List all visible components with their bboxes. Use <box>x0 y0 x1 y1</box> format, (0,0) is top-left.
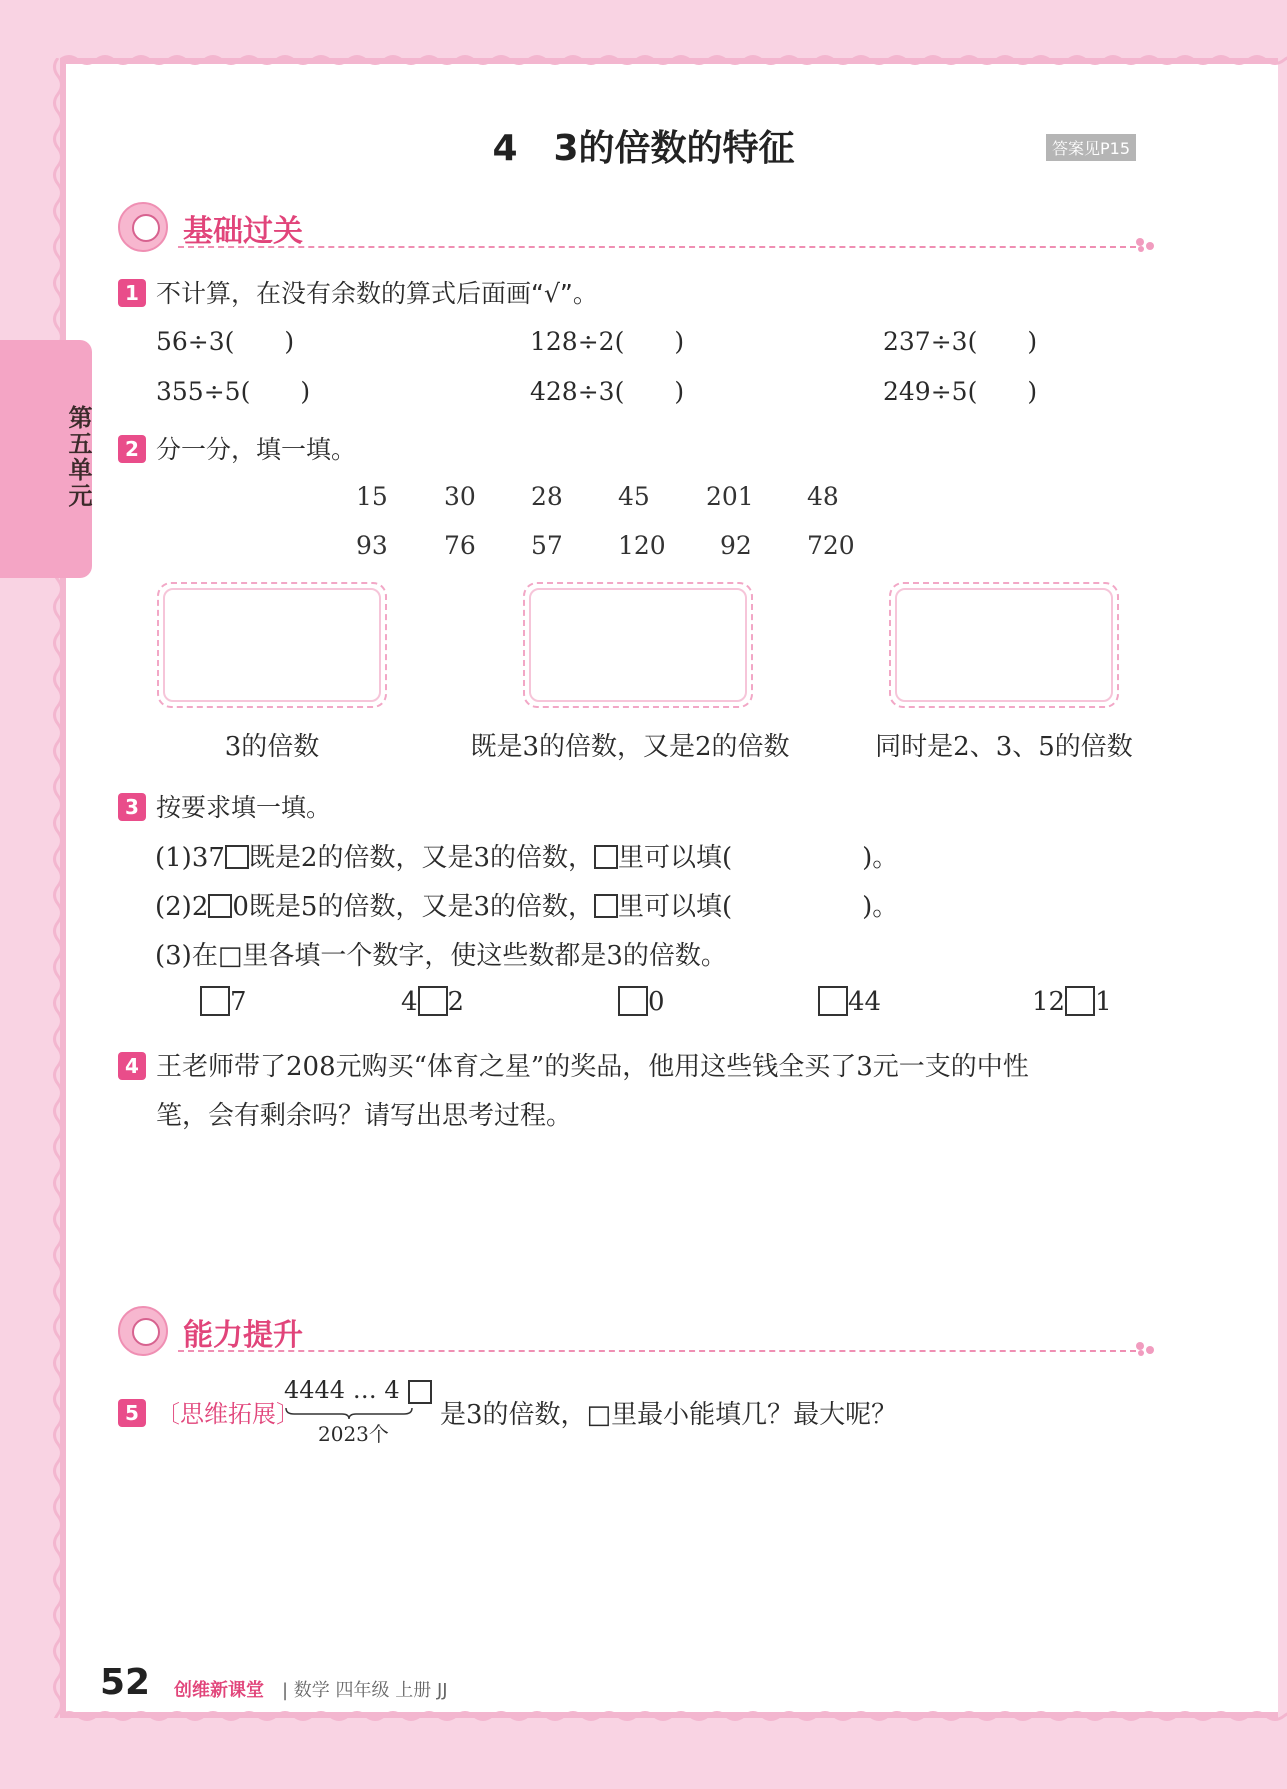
calc-item[interactable]: 237÷3( ) <box>883 327 1038 356</box>
section-title-basic: 基础过关 <box>183 214 303 249</box>
question-number-4: 4 <box>118 1052 146 1080</box>
page-title: 4 3的倍数的特征 <box>492 128 795 169</box>
calc-item[interactable]: 428÷3( ) <box>530 377 685 406</box>
number-item: 30 <box>444 482 476 511</box>
calc-item[interactable]: 56÷3( ) <box>156 327 295 356</box>
square-symbol <box>594 845 618 869</box>
fill-digit-item: 12 1 <box>1032 987 1112 1017</box>
dots-decoration-icon <box>1136 1342 1160 1356</box>
number-item: 76 <box>444 531 476 560</box>
dots-decoration-icon <box>1136 238 1160 252</box>
number-item: 57 <box>531 531 563 560</box>
sort-box-label: 既是3的倍数，又是2的倍数 <box>470 732 790 762</box>
number-item: 120 <box>618 531 666 560</box>
fill-digit-item: 0 <box>618 986 665 1017</box>
digit-blank-box[interactable] <box>618 986 648 1016</box>
question-number-2: 2 <box>118 435 146 463</box>
footer-book-info: | 数学 四年级 上册 JJ <box>282 1680 448 1701</box>
number-item: 201 <box>706 482 754 511</box>
question-number-1: 1 <box>118 279 146 307</box>
sort-box-multiples-of-2-3-5[interactable] <box>889 582 1119 708</box>
wavy-border-top <box>60 50 1287 70</box>
question-4-text-line-2: 笔，会有剩余吗？请写出思考过程。 <box>156 1101 573 1131</box>
calc-item[interactable]: 249÷5( ) <box>883 377 1038 406</box>
question-4 <box>118 1046 1029 1083</box>
sort-box-label: 3的倍数 <box>224 732 320 762</box>
digit-blank-box[interactable] <box>408 1380 432 1404</box>
answer-reference-badge: 答案见P15 <box>1046 134 1136 161</box>
digit-blank-box[interactable] <box>1065 986 1095 1016</box>
calc-item[interactable]: 128÷2( ) <box>530 327 685 356</box>
wavy-border-left <box>48 58 68 1718</box>
square-symbol <box>594 894 618 918</box>
question-3 <box>118 788 331 824</box>
question-3-text: 按要求填一填。 <box>156 793 332 822</box>
thinking-extension-tag: 〔思维拓展〕 <box>156 1400 300 1428</box>
fill-digit-item: 44 <box>818 986 881 1017</box>
number-item: 48 <box>807 482 839 511</box>
digit-blank-box[interactable] <box>225 845 249 869</box>
section-title-advanced: 能力提升 <box>183 1318 303 1353</box>
digit-blank-box[interactable] <box>818 986 848 1016</box>
question-5 <box>118 1394 300 1429</box>
section-header-advanced <box>118 1306 1158 1366</box>
question-5-text: 是3的倍数，□里最小能填几？最大呢？ <box>440 1400 898 1430</box>
question-3-line-3: (3)在□里各填一个数字，使这些数都是3的倍数。 <box>155 941 727 971</box>
mascot-icon <box>118 202 168 252</box>
number-item: 92 <box>720 531 752 560</box>
section-header-basic <box>118 202 1158 262</box>
question-1 <box>118 274 598 310</box>
mascot-icon <box>118 1306 168 1356</box>
fill-digit-item: 7 <box>200 986 247 1017</box>
page-number: 52 <box>100 1662 151 1703</box>
fill-digit-item: 4 2 <box>401 987 465 1017</box>
digit-count-label: 2023个 <box>318 1422 389 1446</box>
question-number-3: 3 <box>118 793 146 821</box>
digit-blank-box[interactable] <box>208 894 232 918</box>
repeated-number: 4444 … 4 <box>284 1376 400 1404</box>
repeated-number-expression <box>284 1376 434 1446</box>
question-2-text: 分一分，填一填。 <box>156 435 357 464</box>
question-3-line-2: (2)2 0既是5的倍数，又是3的倍数， 里可以填( )。 <box>155 892 899 922</box>
question-3-line-1: (1)37 既是2的倍数，又是3的倍数， 里可以填( )。 <box>155 843 899 873</box>
question-number-5: 5 <box>118 1399 146 1427</box>
calc-item[interactable]: 355÷5( ) <box>156 377 311 406</box>
question-1-text: 不计算，在没有余数的算式后面画“√”。 <box>156 279 598 308</box>
number-item: 15 <box>356 482 388 511</box>
unit-side-tab-label: 第五单元 <box>64 405 92 509</box>
number-item: 720 <box>807 531 855 560</box>
number-item: 45 <box>618 482 650 511</box>
digit-blank-box[interactable] <box>418 986 448 1016</box>
number-item: 28 <box>531 482 563 511</box>
number-item: 93 <box>356 531 388 560</box>
sort-box-label: 同时是2、3、5的倍数 <box>875 732 1133 762</box>
question-2 <box>118 430 356 466</box>
sort-box-multiples-of-3[interactable] <box>157 582 387 708</box>
wavy-border-bottom <box>60 1706 1287 1726</box>
question-4-text-line-1: 王老师带了208元购买“体育之星”的奖品，他用这些钱全买了3元一支的中性 <box>156 1052 1029 1082</box>
sort-box-multiples-of-2-and-3[interactable] <box>523 582 753 708</box>
digit-blank-box[interactable] <box>200 986 230 1016</box>
footer-brand: 创维新课堂 <box>174 1680 264 1701</box>
